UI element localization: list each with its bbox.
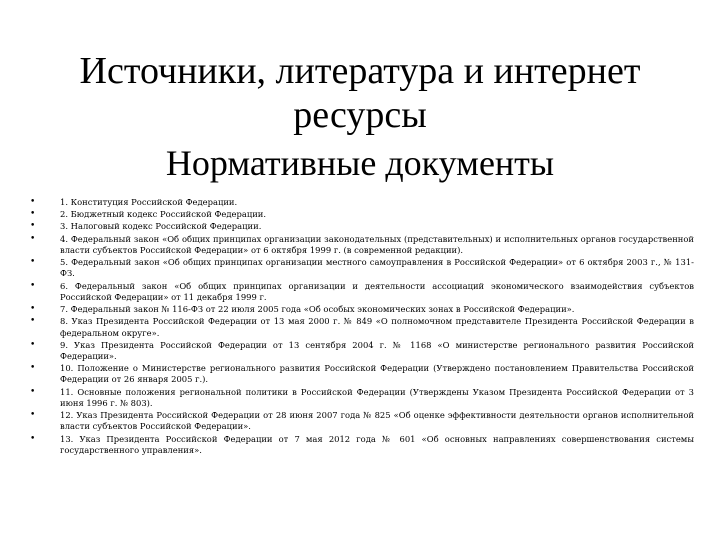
list-item: • 13. Указ Президента Российской Федерации от 7 мая 2012 года № 601 «Об основных направлениях совершенствования системы государственного управления». xyxy=(30,434,694,457)
list-item: • 12. Указ Президента Российской Федерации от 28 июня 2007 года № 825 «Об оценке эффективности деятельности органов исполнительной власти субъектов Российской Федерации». xyxy=(30,410,694,433)
list-item: • 7. Федеральный закон № 116-ФЗ от 22 июля 2005 года «Об особых экономических зонах в Российской Федерации». xyxy=(30,304,694,315)
list-item: • 11. Основные положения региональной политики в Российской Федерации (Утверждены Указом Президента Российской Федерации от 3 июня 1996 г. № 803). xyxy=(30,387,694,410)
list-item: • 2. Бюджетный кодекс Российской Федерации. xyxy=(30,209,694,220)
list-item: • 10. Положение о Министерстве регионального развития Российской Федерации (Утверждено постановлением Правительства Российской Федерации от 26 января 2005 г.). xyxy=(30,363,694,386)
list-item: • 9. Указ Президента Российской Федерации от 13 сентября 2004 г. № 1168 «О министерстве регионального развития Российской Федерации». xyxy=(30,340,694,363)
list-item: • 5. Федеральный закон «Об общих принципах организации местного самоуправления в Российской Федерации» от 6 октября 2003 г., № 131-ФЗ. xyxy=(30,257,694,280)
list-item: • 1. Конституция Российской Федерации. xyxy=(30,197,694,208)
section-subtitle: Нормативные документы xyxy=(165,143,555,183)
list-item: • 4. Федеральный закон «Об общих принципах организации законодательных (представительных) и исполнительных органов государственной власти субъектов Российской Федерации» от 6 октября 1999 г. (в современной редакции). xyxy=(30,234,694,257)
list-item: • 3. Налоговый кодекс Российской Федерации. xyxy=(30,221,694,232)
list-item: • 8. Указ Президента Российской Федерации от 13 мая 2000 г. № 849 «О полномочном представителе Президента Российской Федерации в федеральном округе». xyxy=(30,316,694,339)
list-item: • 6. Федеральный закон «Об общих принципах организации и деятельности ассоциаций экономического взаимодействия субъектов Российской Федерации» от 11 декабря 1999 г. xyxy=(30,281,694,304)
slide-title-line-1: Источники, литература и интернет xyxy=(79,50,641,93)
slide-title-line-2: ресурсы xyxy=(293,94,427,137)
slide-title xyxy=(40,49,680,137)
documents-list xyxy=(30,197,694,457)
